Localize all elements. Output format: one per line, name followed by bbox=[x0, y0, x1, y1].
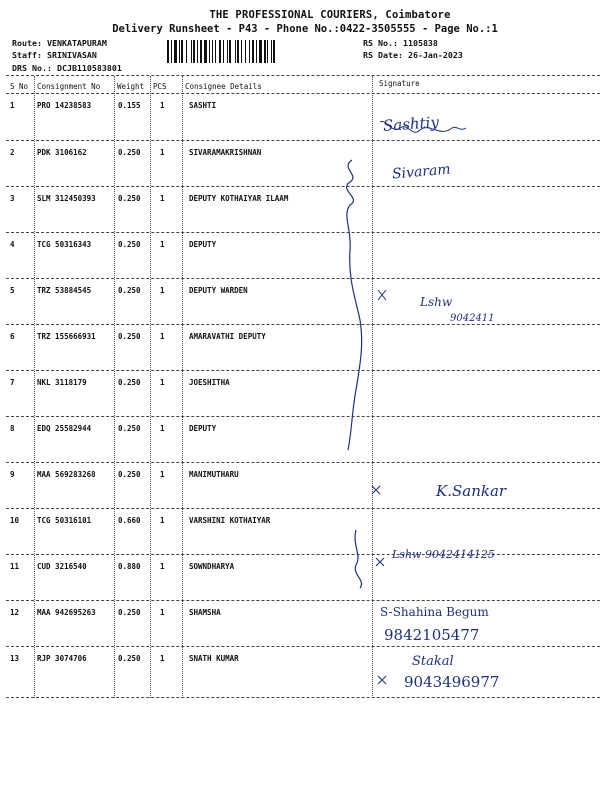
consignment-cell: PRO 14238583 bbox=[37, 101, 92, 110]
company-title: THE PROFESSIONAL COURIERS, Coimbatore bbox=[209, 9, 451, 21]
signature-row2: Sivaram bbox=[391, 161, 452, 183]
weight-cell: 0.250 bbox=[118, 654, 141, 663]
signature-row11: Lshw 9042414125 bbox=[392, 548, 495, 561]
weight-cell: 0.250 bbox=[118, 194, 141, 203]
consignee-cell: SHAMSHA bbox=[189, 608, 221, 617]
consignment-cell: TCG 50316101 bbox=[37, 516, 92, 525]
sno-cell: 10 bbox=[10, 516, 20, 525]
weight-cell: 0.250 bbox=[118, 424, 141, 433]
signature-row13-name: Stakal bbox=[412, 654, 454, 669]
weight-cell: 0.250 bbox=[118, 240, 141, 249]
weight-cell: 0.155 bbox=[118, 101, 141, 110]
sno-cell: 4 bbox=[10, 240, 15, 249]
signature-row12-name: S-Shahina Begum bbox=[380, 605, 489, 619]
signature-row9: K.Sankar bbox=[436, 482, 507, 500]
pcs-cell: 1 bbox=[160, 516, 165, 525]
consignee-cell: DEPUTY bbox=[189, 424, 217, 433]
signature-row13-phone: 9043496977 bbox=[404, 673, 500, 691]
sno-cell: 7 bbox=[10, 378, 15, 387]
col-header-consignee: Consignee Details bbox=[185, 82, 262, 91]
sno-cell: 5 bbox=[10, 286, 15, 295]
pcs-cell: 1 bbox=[160, 240, 165, 249]
sno-cell: 11 bbox=[10, 562, 20, 571]
sno-cell: 2 bbox=[10, 148, 15, 157]
weight-cell: 0.660 bbox=[118, 516, 141, 525]
weight-cell: 0.250 bbox=[118, 286, 141, 295]
weight-cell: 0.250 bbox=[118, 148, 141, 157]
weight-cell: 0.250 bbox=[118, 470, 141, 479]
consignment-cell: TRZ 155666931 bbox=[37, 332, 96, 341]
pcs-cell: 1 bbox=[160, 424, 165, 433]
sno-cell: 3 bbox=[10, 194, 15, 203]
consignee-cell: SASHTI bbox=[189, 101, 217, 110]
signature-row12-phone: 9842105477 bbox=[384, 626, 480, 644]
consignment-cell: EDQ 25582944 bbox=[37, 424, 92, 433]
route-label: Route: VENKATAPURAM bbox=[12, 38, 107, 48]
consignment-cell: SLM 312450393 bbox=[37, 194, 96, 203]
weight-cell: 0.250 bbox=[118, 608, 141, 617]
col-header-pcs: PCS bbox=[153, 82, 167, 91]
signature-row5-name: Lshw bbox=[420, 295, 453, 309]
consignee-cell: DEPUTY WARDEN bbox=[189, 286, 248, 295]
sno-cell: 12 bbox=[10, 608, 20, 617]
drs-number: DRS No.: DCJB110583801 bbox=[12, 63, 122, 73]
consignment-cell: CUD 3216540 bbox=[37, 562, 87, 571]
consignee-cell: DEPUTY bbox=[189, 240, 217, 249]
runsheet-title: Delivery Runsheet - P43 - Phone No.:0422-3505555 - Page No.:1 bbox=[112, 23, 498, 35]
consignment-cell: MAA 942695263 bbox=[37, 608, 96, 617]
consignee-cell: JOESHITHA bbox=[189, 378, 230, 387]
rs-number: RS No.: 1105838 bbox=[363, 38, 438, 48]
consignment-cell: MAA 569283268 bbox=[37, 470, 96, 479]
consignment-cell: TRZ 53884545 bbox=[37, 286, 92, 295]
consignment-cell: PDK 3106162 bbox=[37, 148, 87, 157]
col-header-weight: Weight bbox=[117, 82, 145, 91]
pcs-cell: 1 bbox=[160, 286, 165, 295]
pcs-cell: 1 bbox=[160, 608, 165, 617]
col-header-sno: S No bbox=[10, 82, 29, 91]
consignee-cell: VARSHINI KOTHAIYAR bbox=[189, 516, 271, 525]
consignee-cell: MANIMUTHARU bbox=[189, 470, 239, 479]
sno-cell: 6 bbox=[10, 332, 15, 341]
consignee-cell: DEPUTY KOTHAIYAR ILAAM bbox=[189, 194, 289, 203]
col-header-signature: Signature bbox=[379, 79, 420, 88]
consignment-cell: RJP 3074706 bbox=[37, 654, 87, 663]
weight-cell: 0.880 bbox=[118, 562, 141, 571]
pcs-cell: 1 bbox=[160, 378, 165, 387]
consignee-cell: SIVARAMAKRISHNAN bbox=[189, 148, 262, 157]
consignee-cell: SNATH KUMAR bbox=[189, 654, 239, 663]
rs-date: RS Date: 26-Jan-2023 bbox=[363, 50, 463, 60]
pcs-cell: 1 bbox=[160, 654, 165, 663]
signature-row5-phone: 9042411 bbox=[450, 313, 495, 324]
staff-label: Staff: SRINIVASAN bbox=[12, 50, 97, 60]
weight-cell: 0.250 bbox=[118, 332, 141, 341]
pcs-cell: 1 bbox=[160, 194, 165, 203]
pcs-cell: 1 bbox=[160, 148, 165, 157]
sno-cell: 9 bbox=[10, 470, 15, 479]
pcs-cell: 1 bbox=[160, 101, 165, 110]
sno-cell: 13 bbox=[10, 654, 20, 663]
pcs-cell: 1 bbox=[160, 562, 165, 571]
consignment-cell: TCG 50316343 bbox=[37, 240, 92, 249]
sno-cell: 1 bbox=[10, 101, 15, 110]
consignment-cell: NKL 3118179 bbox=[37, 378, 87, 387]
signature-row1: Sashtiy bbox=[382, 113, 440, 135]
sno-cell: 8 bbox=[10, 424, 15, 433]
pcs-cell: 1 bbox=[160, 332, 165, 341]
consignee-cell: AMARAVATHI DEPUTY bbox=[189, 332, 266, 341]
col-header-consignment: Consignment No bbox=[37, 82, 101, 91]
weight-cell: 0.250 bbox=[118, 378, 141, 387]
pcs-cell: 1 bbox=[160, 470, 165, 479]
consignee-cell: SOWNDHARYA bbox=[189, 562, 235, 571]
